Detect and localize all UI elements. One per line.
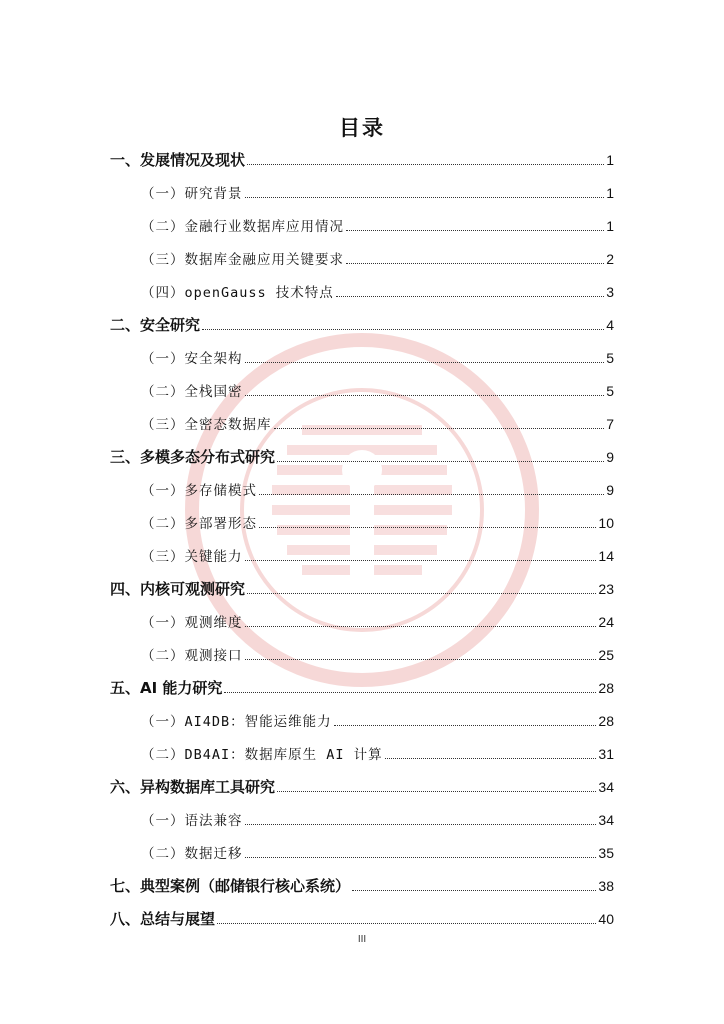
toc-entry-title: （二）观测接口 [141,648,243,664]
toc-entry-title: 七、典型案例（邮储银行核心系统） [110,877,351,895]
toc-entry-title: 三、多模多态分布式研究 [110,448,276,466]
toc-entry-title: （二）全栈国密 [141,384,243,400]
toc-section-entry[interactable] [141,479,614,501]
toc-dot-leader [277,460,604,462]
toc-chapter-entry[interactable] [110,578,614,600]
page-title: 目录 [339,116,385,140]
toc-dot-leader [274,427,605,429]
toc-entry-title: （一）安全架构 [141,351,243,367]
toc-dot-leader [259,493,604,495]
toc-entry-title: （三）数据库金融应用关键要求 [141,252,344,268]
toc-entry-title: 一、发展情况及现状 [110,151,246,169]
toc-dot-leader [277,790,596,792]
toc-entry-title: （三）关键能力 [141,549,243,565]
toc-dot-leader [245,823,597,825]
page-number: III [357,934,367,945]
toc-entry-title: （一）多存储模式 [141,483,257,499]
toc-dot-leader [245,856,597,858]
toc-section-entry[interactable] [141,380,614,402]
toc-entry-title: （二）多部署形态 [141,516,257,532]
toc-page-number: 4 [606,317,614,333]
toc-section-entry[interactable] [141,182,614,204]
toc-dot-leader [245,625,597,627]
toc-section-entry[interactable] [141,545,614,567]
toc-section-entry[interactable] [141,842,614,864]
toc-dot-leader [247,163,604,165]
toc-entry-title: （四）openGauss 技术特点 [141,285,334,301]
toc-page-number: 10 [598,515,614,531]
toc-page-number: 2 [606,251,614,267]
toc-page-number: 34 [598,812,614,828]
toc-section-entry[interactable] [141,743,614,765]
toc-entry-title: （一）语法兼容 [141,813,243,829]
toc-entry-title: 二、安全研究 [110,316,201,334]
toc-entry-title: （一）AI4DB：智能运维能力 [141,714,332,730]
toc-section-entry[interactable] [141,413,614,435]
toc-entry-title: 五、AI 能力研究 [110,679,223,697]
toc-page-number: 7 [606,416,614,432]
toc-dot-leader [245,559,597,561]
toc-page-number: 38 [598,878,614,894]
toc-page-number: 1 [606,218,614,234]
toc-chapter-entry[interactable] [110,446,614,468]
toc-page-number: 1 [606,152,614,168]
toc-chapter-entry[interactable] [110,149,614,171]
toc-dot-leader [352,889,596,891]
toc-section-entry[interactable] [141,248,614,270]
toc-page-number: 25 [598,647,614,663]
toc-section-entry[interactable] [141,710,614,732]
toc-page-number: 28 [598,680,614,696]
toc-page-number: 34 [598,779,614,795]
toc-dot-leader [334,724,597,726]
toc-chapter-entry[interactable] [110,776,614,798]
toc-page-number: 35 [598,845,614,861]
toc-entry-title: 六、异构数据库工具研究 [110,778,276,796]
toc-entry-title: （一）研究背景 [141,186,243,202]
toc-section-entry[interactable] [141,347,614,369]
toc-entry-title: （二）DB4AI：数据库原生 AI 计算 [141,747,383,763]
toc-entry-title: 四、内核可观测研究 [110,580,246,598]
toc-section-entry[interactable] [141,281,614,303]
toc-dot-leader [259,526,596,528]
toc-page-number: 23 [598,581,614,597]
toc-page-number: 5 [606,383,614,399]
toc-dot-leader [224,691,596,693]
toc-section-entry[interactable] [141,809,614,831]
toc-entry-title: （二）金融行业数据库应用情况 [141,219,344,235]
toc-dot-leader [385,757,597,759]
toc-dot-leader [202,328,604,330]
toc-dot-leader [247,592,596,594]
toc-dot-leader [336,295,604,297]
toc-chapter-entry[interactable] [110,677,614,699]
toc-chapter-entry[interactable] [110,314,614,336]
toc-chapter-entry[interactable] [110,875,614,897]
toc-dot-leader [245,394,605,396]
toc-dot-leader [245,361,605,363]
toc-entry-title: （一）观测维度 [141,615,243,631]
toc-page-number: 28 [598,713,614,729]
toc-section-entry[interactable] [141,512,614,534]
toc-chapter-entry[interactable] [110,908,614,930]
toc-page-number: 1 [606,185,614,201]
toc-dot-leader [346,262,604,264]
toc-page-number: 5 [606,350,614,366]
toc-dot-leader [346,229,604,231]
toc-page-number: 3 [606,284,614,300]
toc-page-number: 9 [606,449,614,465]
toc-page-number: 40 [598,911,614,927]
toc-entry-title: （二）数据迁移 [141,846,243,862]
toc-page-number: 14 [598,548,614,564]
toc-page-number: 24 [598,614,614,630]
toc-entry-title: 八、总结与展望 [110,910,216,928]
toc-section-entry[interactable] [141,215,614,237]
toc-dot-leader [217,922,596,924]
toc-dot-leader [245,658,597,660]
toc-entry-title: （三）全密态数据库 [141,417,272,433]
toc-section-entry[interactable] [141,611,614,633]
toc-page-number: 9 [606,482,614,498]
toc-dot-leader [245,196,605,198]
toc-page-number: 31 [598,746,614,762]
toc-section-entry[interactable] [141,644,614,666]
